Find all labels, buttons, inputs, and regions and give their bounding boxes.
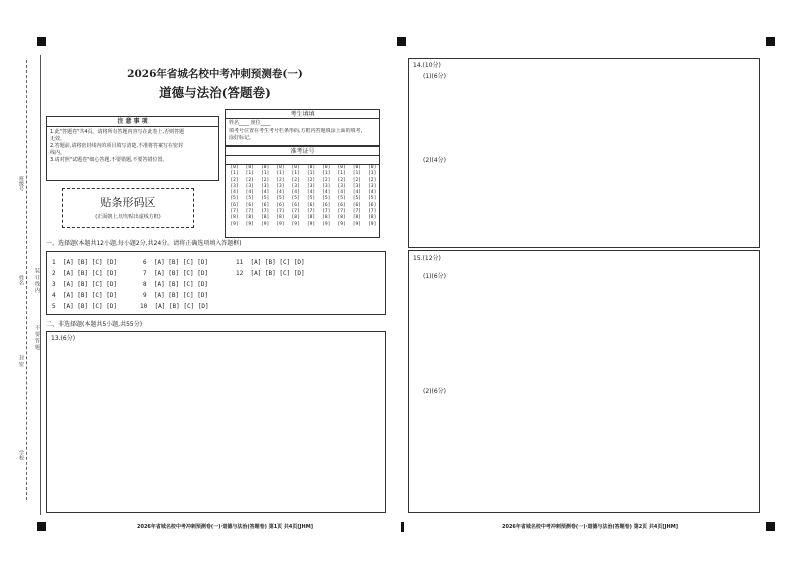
exam-id-bubble[interactable]: [9]	[368, 221, 377, 227]
registration-mark-top-left	[37, 37, 46, 46]
mcq-item-3[interactable]: 3 [A] [B] [C] [D]	[52, 281, 118, 288]
candidate-instruction: 填考号位置在考生考号栏条形码,方框内答题填涂上面的填考,	[229, 128, 363, 134]
exam-id-column[interactable]	[335, 165, 348, 228]
exam-id-heading: 准考证号	[226, 147, 379, 156]
exam-id-bubble[interactable]: [5]	[230, 196, 239, 202]
exam-id-bubble[interactable]: [2]	[260, 177, 270, 183]
exam-id-bubble[interactable]: [5]	[306, 196, 316, 202]
mcq-item-7[interactable]: 7 [A] [B] [C] [D]	[143, 270, 209, 277]
exam-id-bubble[interactable]: [5]	[337, 196, 346, 202]
exam-id-bubble[interactable]: [7]	[306, 209, 316, 215]
exam-id-bubble[interactable]: [8]	[337, 215, 346, 221]
mcq-item-1[interactable]: 1 [A] [B] [C] [D]	[52, 259, 118, 266]
exam-id-bubble[interactable]: [0]	[352, 165, 362, 170]
q13-label: 13.(6分)	[51, 335, 76, 342]
answer-box-q15[interactable]	[408, 250, 760, 513]
exam-id-bubble[interactable]: [2]	[230, 177, 239, 183]
exam-id-bubble[interactable]: [0]	[230, 165, 239, 170]
exam-id-bubble[interactable]: [4]	[276, 190, 285, 196]
exam-id-bubble[interactable]: [0]	[337, 165, 346, 170]
exam-id-bubble[interactable]: [7]	[322, 209, 331, 215]
exam-id-bubble[interactable]: [6]	[245, 202, 254, 208]
exam-id-bubble[interactable]: [6]	[260, 202, 270, 208]
notes-line: 线内。	[50, 150, 66, 156]
answer-box-q14[interactable]	[408, 58, 760, 248]
registration-mark-bottom-right	[766, 522, 775, 531]
exam-id-column[interactable]	[289, 165, 302, 228]
exam-id-bubble[interactable]: [8]	[260, 215, 270, 221]
mcq-item-4[interactable]: 4 [A] [B] [C] [D]	[52, 292, 118, 299]
center-fold-tick	[401, 522, 404, 532]
side-label-class-no: 班级号	[18, 176, 24, 191]
mcq-item-10[interactable]: 10 [A] [B] [C] [D]	[140, 303, 209, 310]
mcq-item-9[interactable]: 9 [A] [B] [C] [D]	[143, 292, 209, 299]
q15-label: 15.(12分)	[413, 255, 441, 262]
exam-id-bubble[interactable]: [8]	[352, 215, 362, 221]
exam-id-bubble[interactable]: [4]	[337, 190, 346, 196]
exam-id-bubble[interactable]: [0]	[368, 165, 377, 170]
exam-id-bubble[interactable]: [2]	[368, 177, 377, 183]
exam-id-bubble[interactable]: [6]	[291, 202, 300, 208]
barcode-area	[62, 188, 194, 228]
candidate-instruction-2: 涂好标记。	[229, 135, 255, 141]
exam-id-bubble[interactable]: [3]	[352, 183, 362, 189]
exam-id-bubble[interactable]: [3]	[368, 183, 377, 189]
section1-title: 一、选择题(本题共12小题,每小题2分,共24分。请将正确选项填入答题框)	[46, 240, 242, 247]
exam-id-bubble[interactable]: [7]	[337, 209, 346, 215]
exam-id-column[interactable]	[350, 165, 363, 228]
right-page-footer: 2026年省城名校中考冲刺预测卷(一)·道德与法治(答题卷) 第2页 共4页[JHM]	[502, 524, 678, 530]
exam-id-bubble[interactable]: [1]	[230, 171, 239, 177]
mcq-item-12[interactable]: 12 [A] [B] [C] [D]	[236, 270, 305, 277]
exam-id-bubble[interactable]: [0]	[322, 165, 331, 170]
exam-id-bubble[interactable]: [7]	[276, 209, 285, 215]
exam-id-bubble[interactable]: [3]	[245, 183, 254, 189]
exam-id-bubble[interactable]: [8]	[245, 215, 254, 221]
exam-title: 2026年省城名校中考冲刺预测卷(一)	[127, 68, 303, 80]
exam-id-bubble[interactable]: [8]	[368, 215, 377, 221]
barcode-title: 贴条形码区	[100, 196, 156, 209]
exam-id-bubble[interactable]: [5]	[352, 196, 362, 202]
exam-id-bubble[interactable]: [5]	[260, 196, 270, 202]
exam-id-bubble[interactable]: [6]	[276, 202, 285, 208]
side-label-seal: 封 密	[18, 355, 24, 367]
barcode-note: (正面朝上,切勿贴出虚线方框)	[95, 214, 161, 220]
exam-id-bubble[interactable]: [7]	[368, 209, 377, 215]
exam-id-bubble[interactable]: [6]	[352, 202, 362, 208]
notes-line: 无效。	[50, 136, 66, 142]
exam-id-bubble[interactable]: [8]	[322, 215, 331, 221]
notes-box	[46, 116, 219, 181]
side-label-school: 学校	[18, 450, 24, 460]
registration-mark-top-right	[766, 37, 775, 46]
exam-id-bubble[interactable]: [1]	[291, 171, 300, 177]
exam-id-bubble[interactable]: [6]	[368, 202, 377, 208]
exam-id-bubble[interactable]: [9]	[230, 221, 239, 227]
candidate-fields: 姓名____ 座位____	[229, 120, 271, 126]
exam-id-bubble[interactable]: [1]	[306, 171, 316, 177]
exam-id-bubble[interactable]: [4]	[260, 190, 270, 196]
exam-id-bubble[interactable]: [1]	[337, 171, 346, 177]
exam-id-bubble[interactable]: [0]	[291, 165, 300, 170]
candidate-heading: 考生填填	[226, 110, 379, 119]
exam-id-bubble[interactable]: [4]	[245, 190, 254, 196]
exam-id-bubble[interactable]: [4]	[352, 190, 362, 196]
exam-id-bubble[interactable]: [9]	[276, 221, 285, 227]
exam-id-bubble[interactable]: [9]	[245, 221, 254, 227]
side-label-name: 姓名	[18, 275, 24, 285]
exam-id-bubble[interactable]: [3]	[322, 183, 331, 189]
exam-id-bubble[interactable]: [6]	[337, 202, 346, 208]
exam-id-bubble[interactable]: [2]	[352, 177, 362, 183]
mcq-item-8[interactable]: 8 [A] [B] [C] [D]	[143, 281, 209, 288]
exam-id-bubble[interactable]: [9]	[337, 221, 346, 227]
answer-box-q13[interactable]	[46, 331, 386, 513]
candidate-info-box	[225, 109, 380, 146]
exam-id-bubble[interactable]: [3]	[276, 183, 285, 189]
exam-id-bubble[interactable]: [1]	[260, 171, 270, 177]
exam-id-bubble[interactable]: [2]	[291, 177, 300, 183]
exam-id-grid	[225, 146, 380, 238]
left-page-footer: 2026年省城名校中考冲刺预测卷(一)·道德与法治(答题卷) 第1页 共4页[JHM]	[137, 524, 313, 530]
exam-id-bubble[interactable]: [2]	[306, 177, 316, 183]
exam-id-bubble[interactable]: [0]	[306, 165, 316, 170]
exam-id-bubble[interactable]: [6]	[322, 202, 331, 208]
exam-id-column[interactable]	[243, 165, 256, 228]
exam-id-columns	[226, 165, 379, 237]
exam-id-bubble[interactable]: [3]	[291, 183, 300, 189]
exam-id-bubble[interactable]: [4]	[230, 190, 239, 196]
q14-part1-label: (1)(6分)	[423, 73, 446, 80]
q15-part1-label: (1)(6分)	[423, 273, 446, 280]
exam-id-bubble[interactable]: [2]	[322, 177, 331, 183]
exam-id-bubble[interactable]: [6]	[230, 202, 239, 208]
exam-id-bubble[interactable]: [1]	[322, 171, 331, 177]
exam-id-column[interactable]	[366, 165, 379, 228]
exam-id-bubble[interactable]: [8]	[230, 215, 239, 221]
exam-id-bubble[interactable]: [9]	[322, 221, 331, 227]
exam-id-bubble[interactable]: [8]	[291, 215, 300, 221]
exam-id-bubble[interactable]: [3]	[306, 183, 316, 189]
binding-line	[26, 60, 27, 500]
exam-id-bubble[interactable]: [0]	[245, 165, 254, 170]
exam-id-bubble[interactable]: [1]	[245, 171, 254, 177]
exam-id-bubble[interactable]: [7]	[291, 209, 300, 215]
exam-id-bubble[interactable]: [7]	[230, 209, 239, 215]
exam-id-column[interactable]	[228, 165, 241, 228]
exam-id-bubble[interactable]: [2]	[276, 177, 285, 183]
mcq-item-11[interactable]: 11 [A] [B] [C] [D]	[236, 259, 305, 266]
notes-line: 3.请对照"试题卷"细心答题,不要错题,不要答错位置。	[50, 157, 168, 163]
exam-id-bubble[interactable]: [9]	[260, 221, 270, 227]
exam-id-bubble[interactable]: [9]	[306, 221, 316, 227]
exam-id-bubble[interactable]: [5]	[245, 196, 254, 202]
exam-id-bubble[interactable]: [0]	[276, 165, 285, 170]
exam-id-column[interactable]	[274, 165, 287, 228]
exam-id-bubble[interactable]: [4]	[368, 190, 377, 196]
mcq-item-5[interactable]: 5 [A] [B] [C] [D]	[52, 303, 118, 310]
exam-id-bubble[interactable]: [2]	[337, 177, 346, 183]
exam-id-bubble[interactable]: [3]	[260, 183, 270, 189]
mcq-item-6[interactable]: 6 [A] [B] [C] [D]	[143, 259, 209, 266]
exam-id-bubble[interactable]: [3]	[230, 183, 239, 189]
exam-id-bubble[interactable]: [5]	[322, 196, 331, 202]
side-label-inside-binding: 装 订 线 内	[34, 268, 40, 293]
exam-id-bubble[interactable]: [4]	[322, 190, 331, 196]
exam-id-column[interactable]	[305, 165, 318, 228]
exam-id-bubble[interactable]: [7]	[260, 209, 270, 215]
exam-id-bubble[interactable]: [9]	[352, 221, 362, 227]
exam-id-bubble[interactable]: [1]	[276, 171, 285, 177]
registration-mark-top-center	[397, 37, 406, 46]
exam-id-bubble[interactable]: [3]	[337, 183, 346, 189]
exam-id-bubble[interactable]: [4]	[291, 190, 300, 196]
notes-line: 1.此"答题卷"共4页。请将所有答题内容写在此卷上,否则答题	[50, 129, 185, 135]
exam-id-bubble[interactable]: [5]	[368, 196, 377, 202]
exam-id-bubble[interactable]: [2]	[245, 177, 254, 183]
exam-id-bubble[interactable]: [4]	[306, 190, 316, 196]
exam-id-bubble[interactable]: [0]	[260, 165, 270, 170]
exam-id-bubble[interactable]: [1]	[352, 171, 362, 177]
exam-id-column[interactable]	[259, 165, 272, 228]
exam-id-bubble[interactable]: [1]	[368, 171, 377, 177]
exam-id-bubble[interactable]: [7]	[352, 209, 362, 215]
side-label-no-answer: 不 要 答 题	[34, 325, 40, 350]
q14-part2-label: (2)(4分)	[423, 157, 446, 164]
exam-id-bubble[interactable]: [8]	[306, 215, 316, 221]
registration-mark-bottom-left	[37, 522, 46, 531]
exam-id-bubble[interactable]: [9]	[291, 221, 300, 227]
mcq-item-2[interactable]: 2 [A] [B] [C] [D]	[52, 270, 118, 277]
q14-label: 14.(10分)	[413, 62, 441, 69]
exam-id-bubble[interactable]: [5]	[276, 196, 285, 202]
exam-id-bubble[interactable]: [6]	[306, 202, 316, 208]
notes-line: 2.答题前,请将密封线内的项目填写清楚,不准将答案写在密封	[50, 143, 183, 149]
q15-part2-label: (2)(6分)	[423, 388, 446, 395]
exam-id-bubble[interactable]: [7]	[245, 209, 254, 215]
exam-id-write-row	[226, 156, 379, 165]
notes-heading: 注 意 事 项	[47, 117, 218, 127]
exam-id-column[interactable]	[320, 165, 333, 228]
exam-id-bubble[interactable]: [5]	[291, 196, 300, 202]
section2-title: 二、非选择题(本题共5小题,共55分)	[46, 321, 143, 328]
exam-subtitle: 道德与法治(答题卷)	[159, 85, 271, 100]
exam-id-bubble[interactable]: [8]	[276, 215, 285, 221]
